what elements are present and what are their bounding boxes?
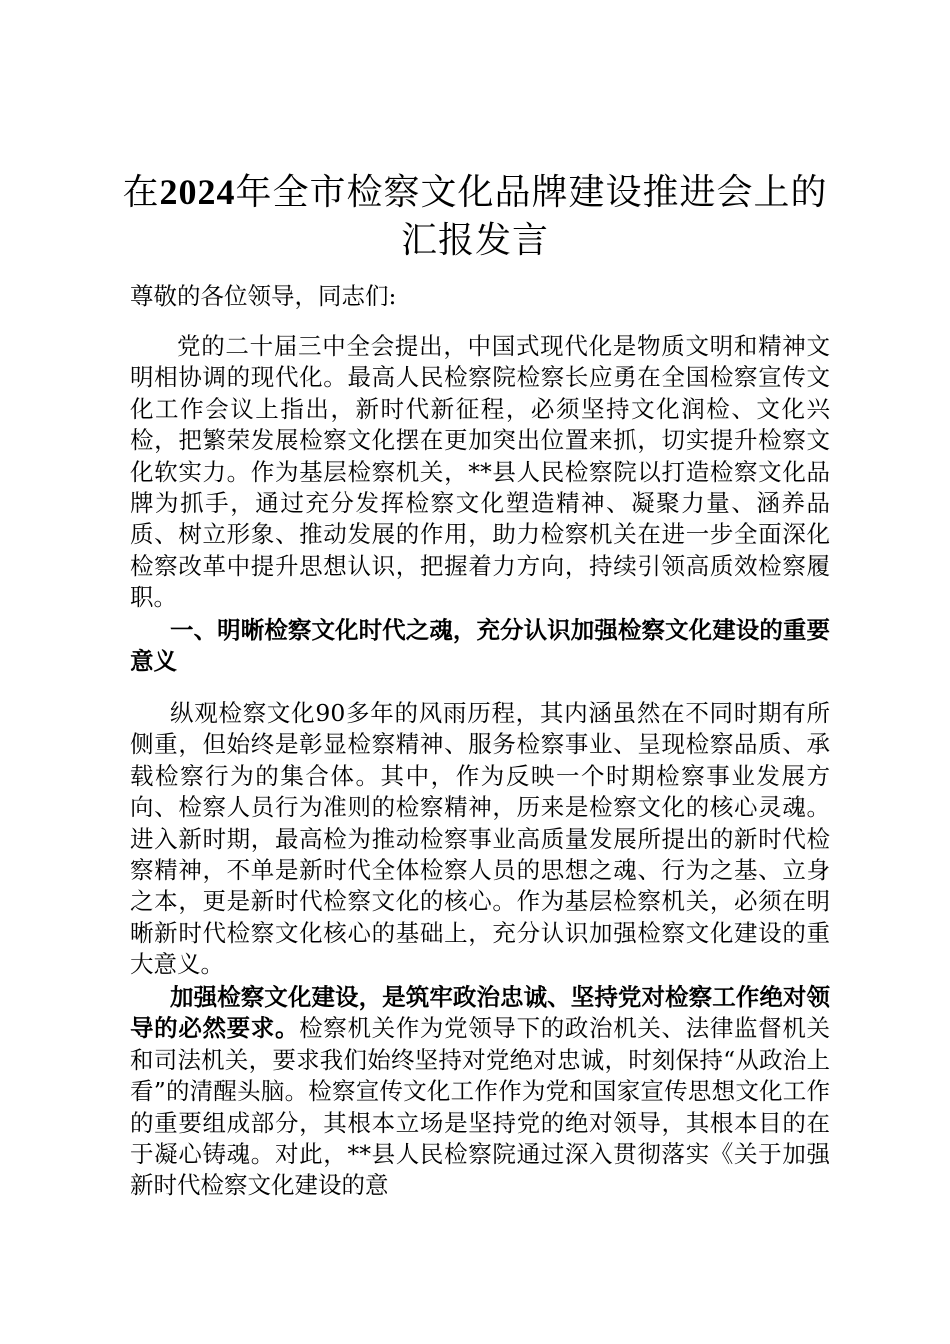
salutation: 尊敬的各位领导，同志们:	[130, 282, 397, 310]
section-1-paragraph: 纵观检察文化90多年的风雨历程，其内涵虽然在不同时期有所侧重，但始终是彰显检察精神、服务检察事业、呈现检察品质、承载检察行为的集合体。其中，作为反映一个时期检察事业发展方向、检察人员行为准则的检察精神，历来是检察文化的核心灵魂。进入新时期，最高检为推动检察事业高质量发展所提出的新时代检察精神，不单是新时代全体检察人员的思想之魂、行为之基、立身之本，更是新时代检察文化的核心。作为基层检察机关，必须在明晰新时代检察文化核心的基础上，充分认识加强检察文化建设的重大意义。	[130, 699, 830, 979]
point-1-lead-sentence: 加强检察文化建设，是筑牢政治忠诚、坚持党对检察工作绝对领导的必然要求。	[130, 983, 830, 1043]
point-1-body-text: 检察机关作为党领导下的政治机关、法律监督机关和司法机关，要求我们始终坚持对党绝对忠诚，时刻保持“从政治上看”的清醒头脑。检察宣传文化工作作为党和国家宣传思想文化工作的重要组成部分，其根本立场是坚持党的绝对领导，其根本目的在于凝心铸魂。对此，**县人民检察院通过深入贯彻落实《关于加强新时代检察文化建设的意	[130, 1014, 830, 1200]
title-year: 2024	[159, 172, 236, 212]
title-line2: 汇报发言	[400, 220, 549, 261]
section-heading-1: 一、明晰检察文化时代之魂，充分认识加强检察文化建设的重要意义	[130, 616, 830, 676]
title-line1-rest: 年全市检察文化品牌建设推进会上的	[235, 172, 828, 213]
title-prefix: 在	[122, 172, 160, 213]
document-title	[110, 168, 840, 265]
section-1-point-1-paragraph	[130, 982, 830, 1202]
intro-paragraph: 党的二十届三中全会提出，中国式现代化是物质文明和精神文明相协调的现代化。最高人民检察院检察长应勇在全国检察宣传文化工作会议上指出，新时代新征程，必须坚持文化润检、文化兴检，把繁荣发展检察文化摆在更加突出位置来抓，切实提升检察文化软实力。作为基层检察机关，**县人民检察院以打造检察文化品牌为抓手，通过充分发挥检察文化塑造精神、凝聚力量、涵养品质、树立形象、推动发展的作用，助力检察机关在进一步全面深化检察改革中提升思想认识，把握着力方向，持续引领高质效检察履职。	[130, 332, 830, 612]
